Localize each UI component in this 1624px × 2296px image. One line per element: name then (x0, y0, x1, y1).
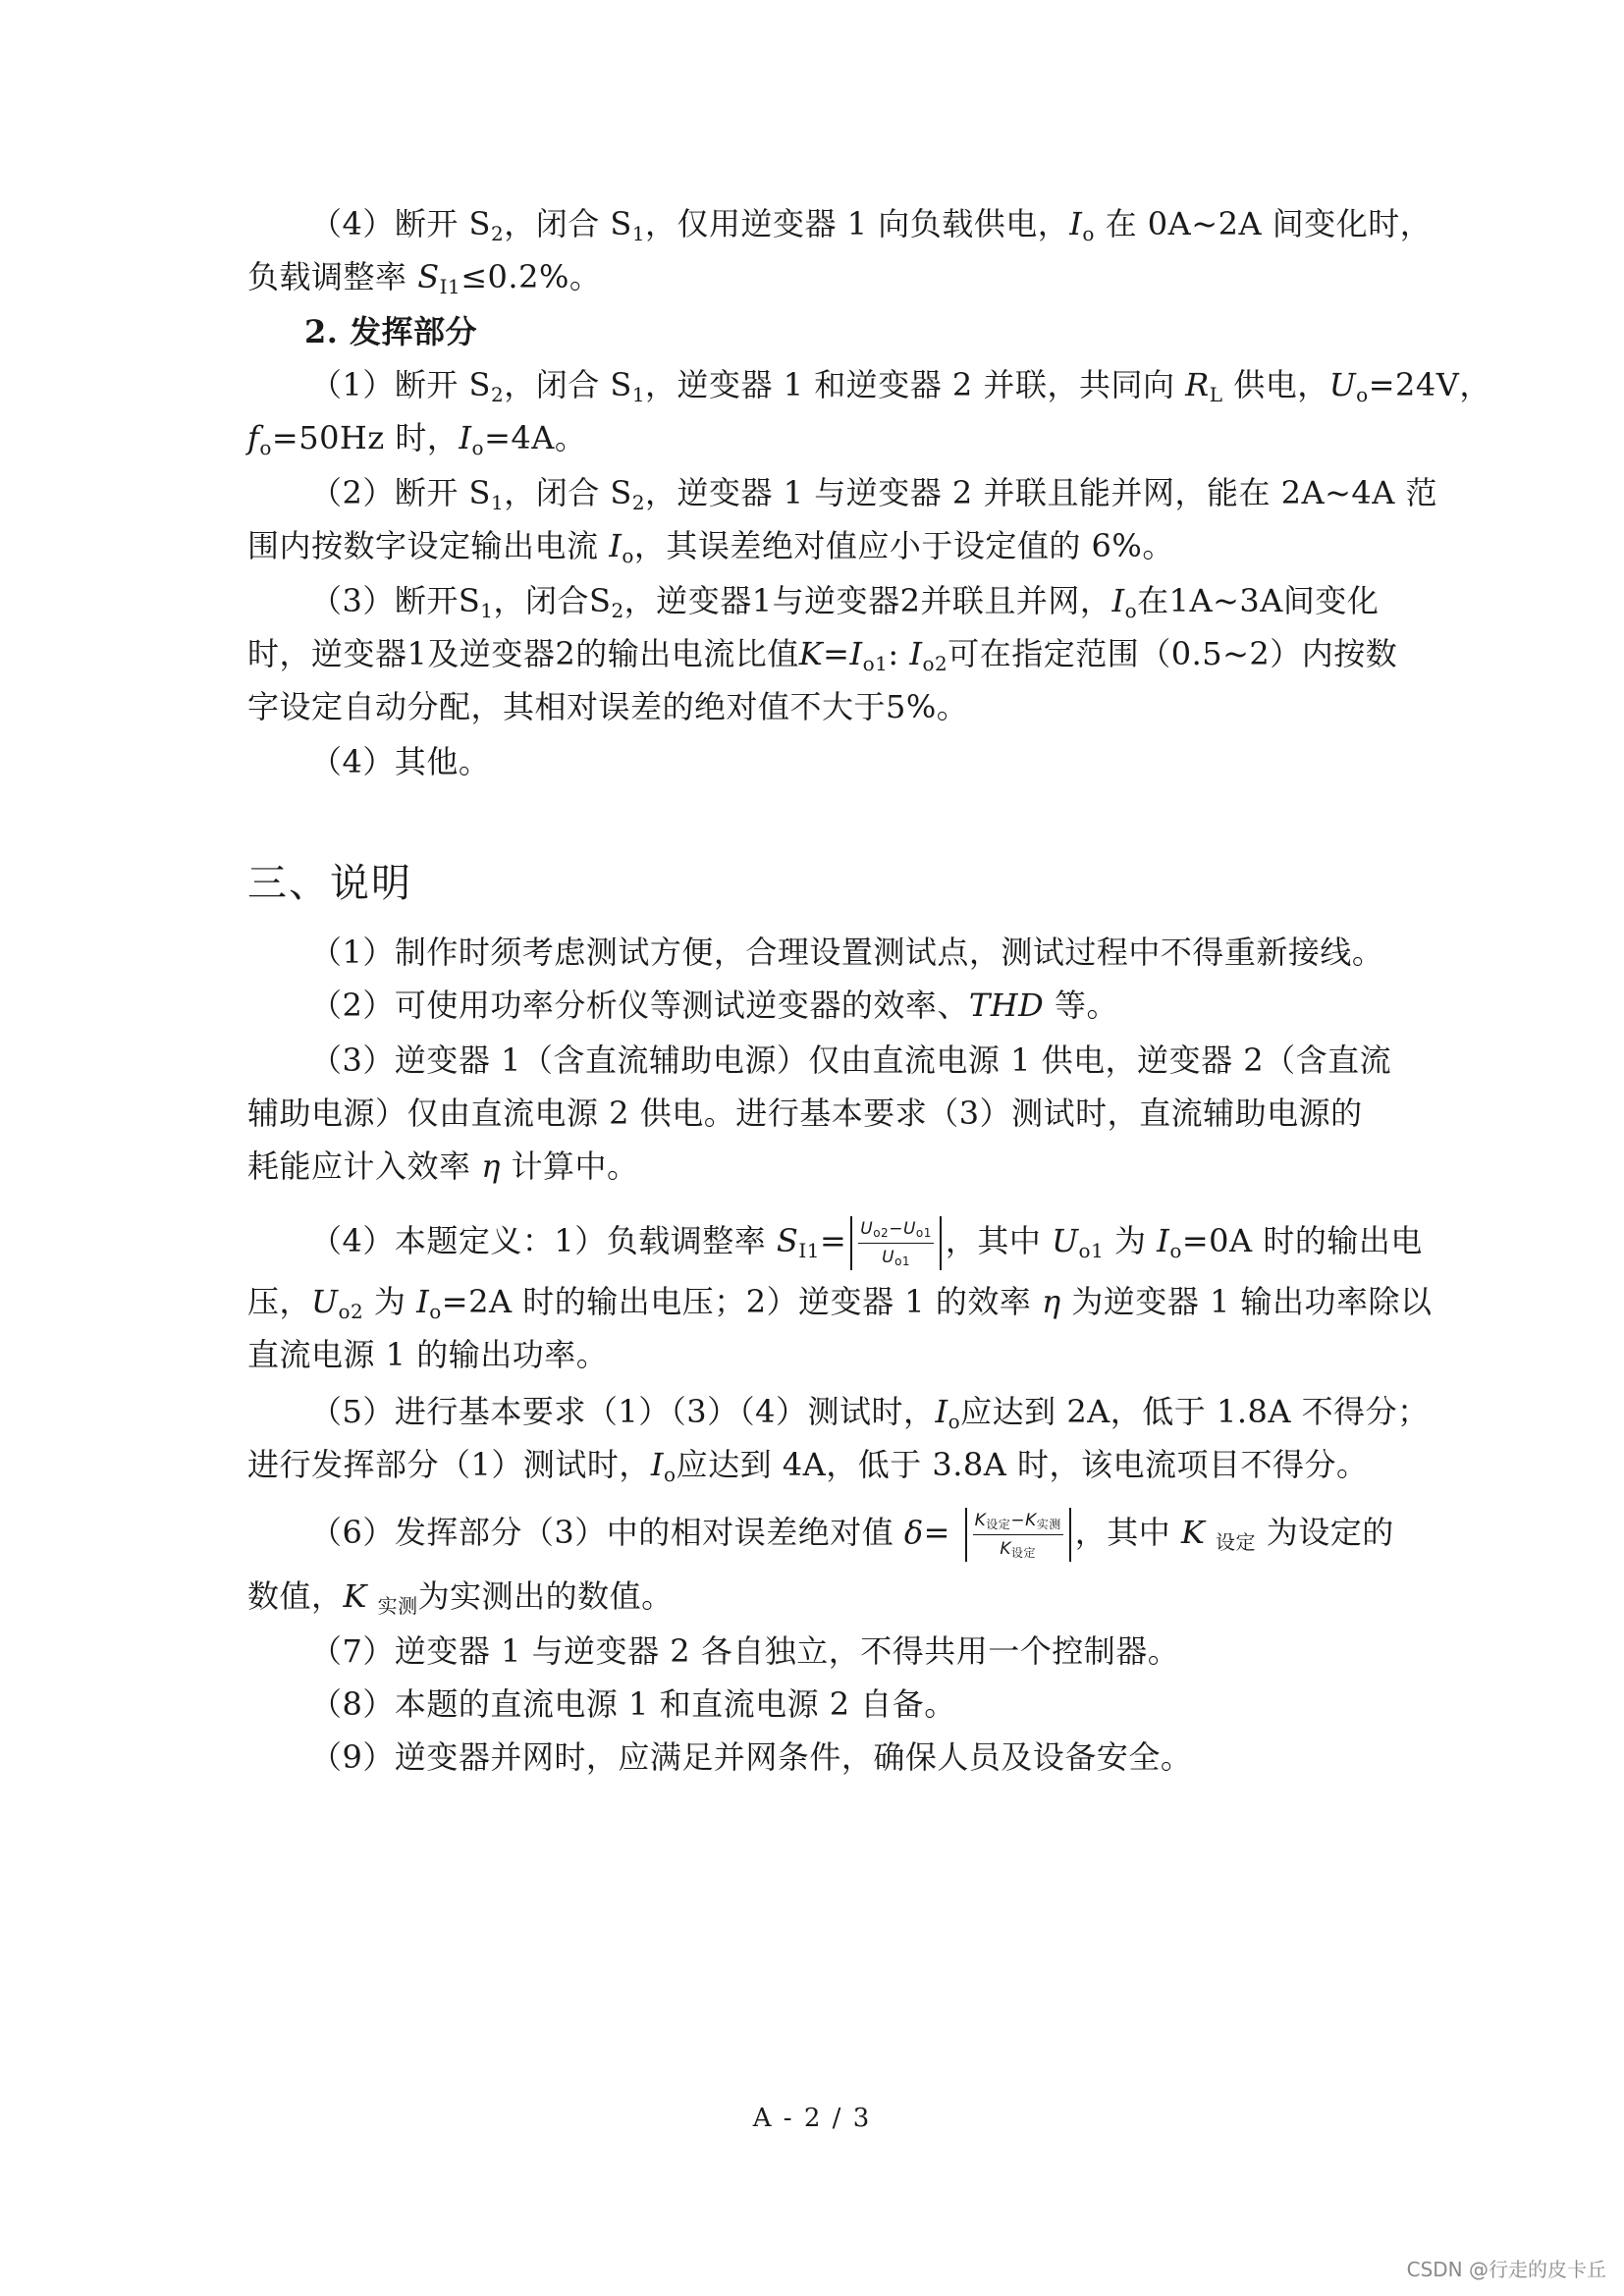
page-number: A - 2 / 3 (752, 2104, 872, 2133)
note-1: （1）制作时须考虑测试方便，合理设置测试点，测试过程中不得重新接线。 (310, 934, 1384, 971)
advanced-1-line-1: （1）断开 $S_2$，闭合 $S_1$，逆变器 1 和逆变器 2 并联，共同向 $R_L$ 供电，$U_o=24V$， (310, 366, 1491, 406)
note-6-line-2: 数值，K $_{实测}$为实测出的数值。 (247, 1577, 674, 1618)
load-regulation-formula: $\frac{U_{o2}-U_{o1}}{U_{o1}}$ (850, 1216, 942, 1270)
note-4-line-2: 压，$U_{o2}$ 为 $I_o=2A$ 时的输出电压；2）逆变器 1 的效率 η 为逆变器 1 输出功率除以 (247, 1283, 1433, 1323)
section-heading-advanced: 2. 发挥部分 (304, 313, 478, 350)
note-8: （8）本题的直流电源 1 和直流电源 2 自备。 (310, 1685, 956, 1723)
note-3-line-3: 耗能应计入效率 η 计算中。 (247, 1148, 639, 1185)
note-5-line-2: 进行发挥部分（1）测试时，$I_o$应达到 4A，低于 3.8A 时，该电流项目不得分。 (247, 1446, 1369, 1486)
advanced-3-line-3: 字设定自动分配，其相对误差的绝对值不大于5%。 (247, 688, 969, 725)
advanced-3-line-2: 时，逆变器1及逆变器2的输出电流比值$K=I_{o1}$: $I_{o2}$可在指定范围（0.5~2）内按数 (247, 635, 1398, 675)
advanced-1-line-2: $f_o=50Hz$ 时，$I_o=4A$。 (247, 419, 587, 459)
watermark: CSDN @行走的皮卡丘 (1406, 2258, 1606, 2281)
note-4-line-1: （4）本题定义：1）负载调整率 $S_{I1}=$ $\frac{U_{o2}-U_{o1}}{U_{o1}}$ ，其中 $U_{o1}$ 为 $I_o=0A$ 时的输出电 (310, 1211, 1423, 1270)
relative-error-formula: $\frac{K_{设定}-K_{实测}}{K_{设定}}$ (965, 1508, 1071, 1562)
basic-req-4-line-2: 负载调整率 $S_{I1}\le 0.2\%$。 (247, 258, 602, 298)
note-3-line-2: 辅助电源）仅由直流电源 2 供电。进行基本要求（3）测试时，直流辅助电源的 (247, 1095, 1363, 1132)
advanced-3-line-1: （3）断开$S_1$，闭合$S_2$，逆变器1与逆变器2并联且并网，$I_o$在1A~3A间变化 (310, 582, 1380, 622)
note-6-line-1: （6）发挥部分（3）中的相对误差绝对值 δ= $\frac{K_{设定}-K_{实测}}{K_{设定}}$ ，其中 K $_{设定}$ 为设定的 (310, 1502, 1394, 1563)
note-2: （2）可使用功率分析仪等测试逆变器的效率、THD 等。 (310, 987, 1118, 1024)
note-4-line-3: 直流电源 1 的输出功率。 (247, 1336, 609, 1373)
basic-req-4-line-1: （4）断开 $S_2$，闭合 $S_1$，仅用逆变器 1 向负载供电，$I_o$ 在 0A~2A 间变化时， (310, 205, 1433, 245)
note-9: （9）逆变器并网时，应满足并网条件，确保人员及设备安全。 (310, 1738, 1193, 1776)
note-5-line-1: （5）进行基本要求（1）（3）（4）测试时，$I_o$应达到 2A，低于 1.8A 不得分； (310, 1393, 1430, 1433)
advanced-2-line-2: 围内按数字设定输出电流 $I_o$，其误差绝对值应小于设定值的 6%。 (247, 527, 1174, 567)
advanced-4: （4）其他。 (310, 743, 491, 780)
advanced-2-line-1: （2）断开 $S_1$，闭合 $S_2$，逆变器 1 与逆变器 2 并联且能并网，能在 2A~4A 范 (310, 474, 1438, 514)
note-3-line-1: （3）逆变器 1（含直流辅助电源）仅由直流电源 1 供电，逆变器 2（含直流 (310, 1041, 1392, 1079)
section-title-notes: 三、说明 (247, 861, 412, 906)
note-7: （7）逆变器 1 与逆变器 2 各自独立，不得共用一个控制器。 (310, 1632, 1180, 1670)
